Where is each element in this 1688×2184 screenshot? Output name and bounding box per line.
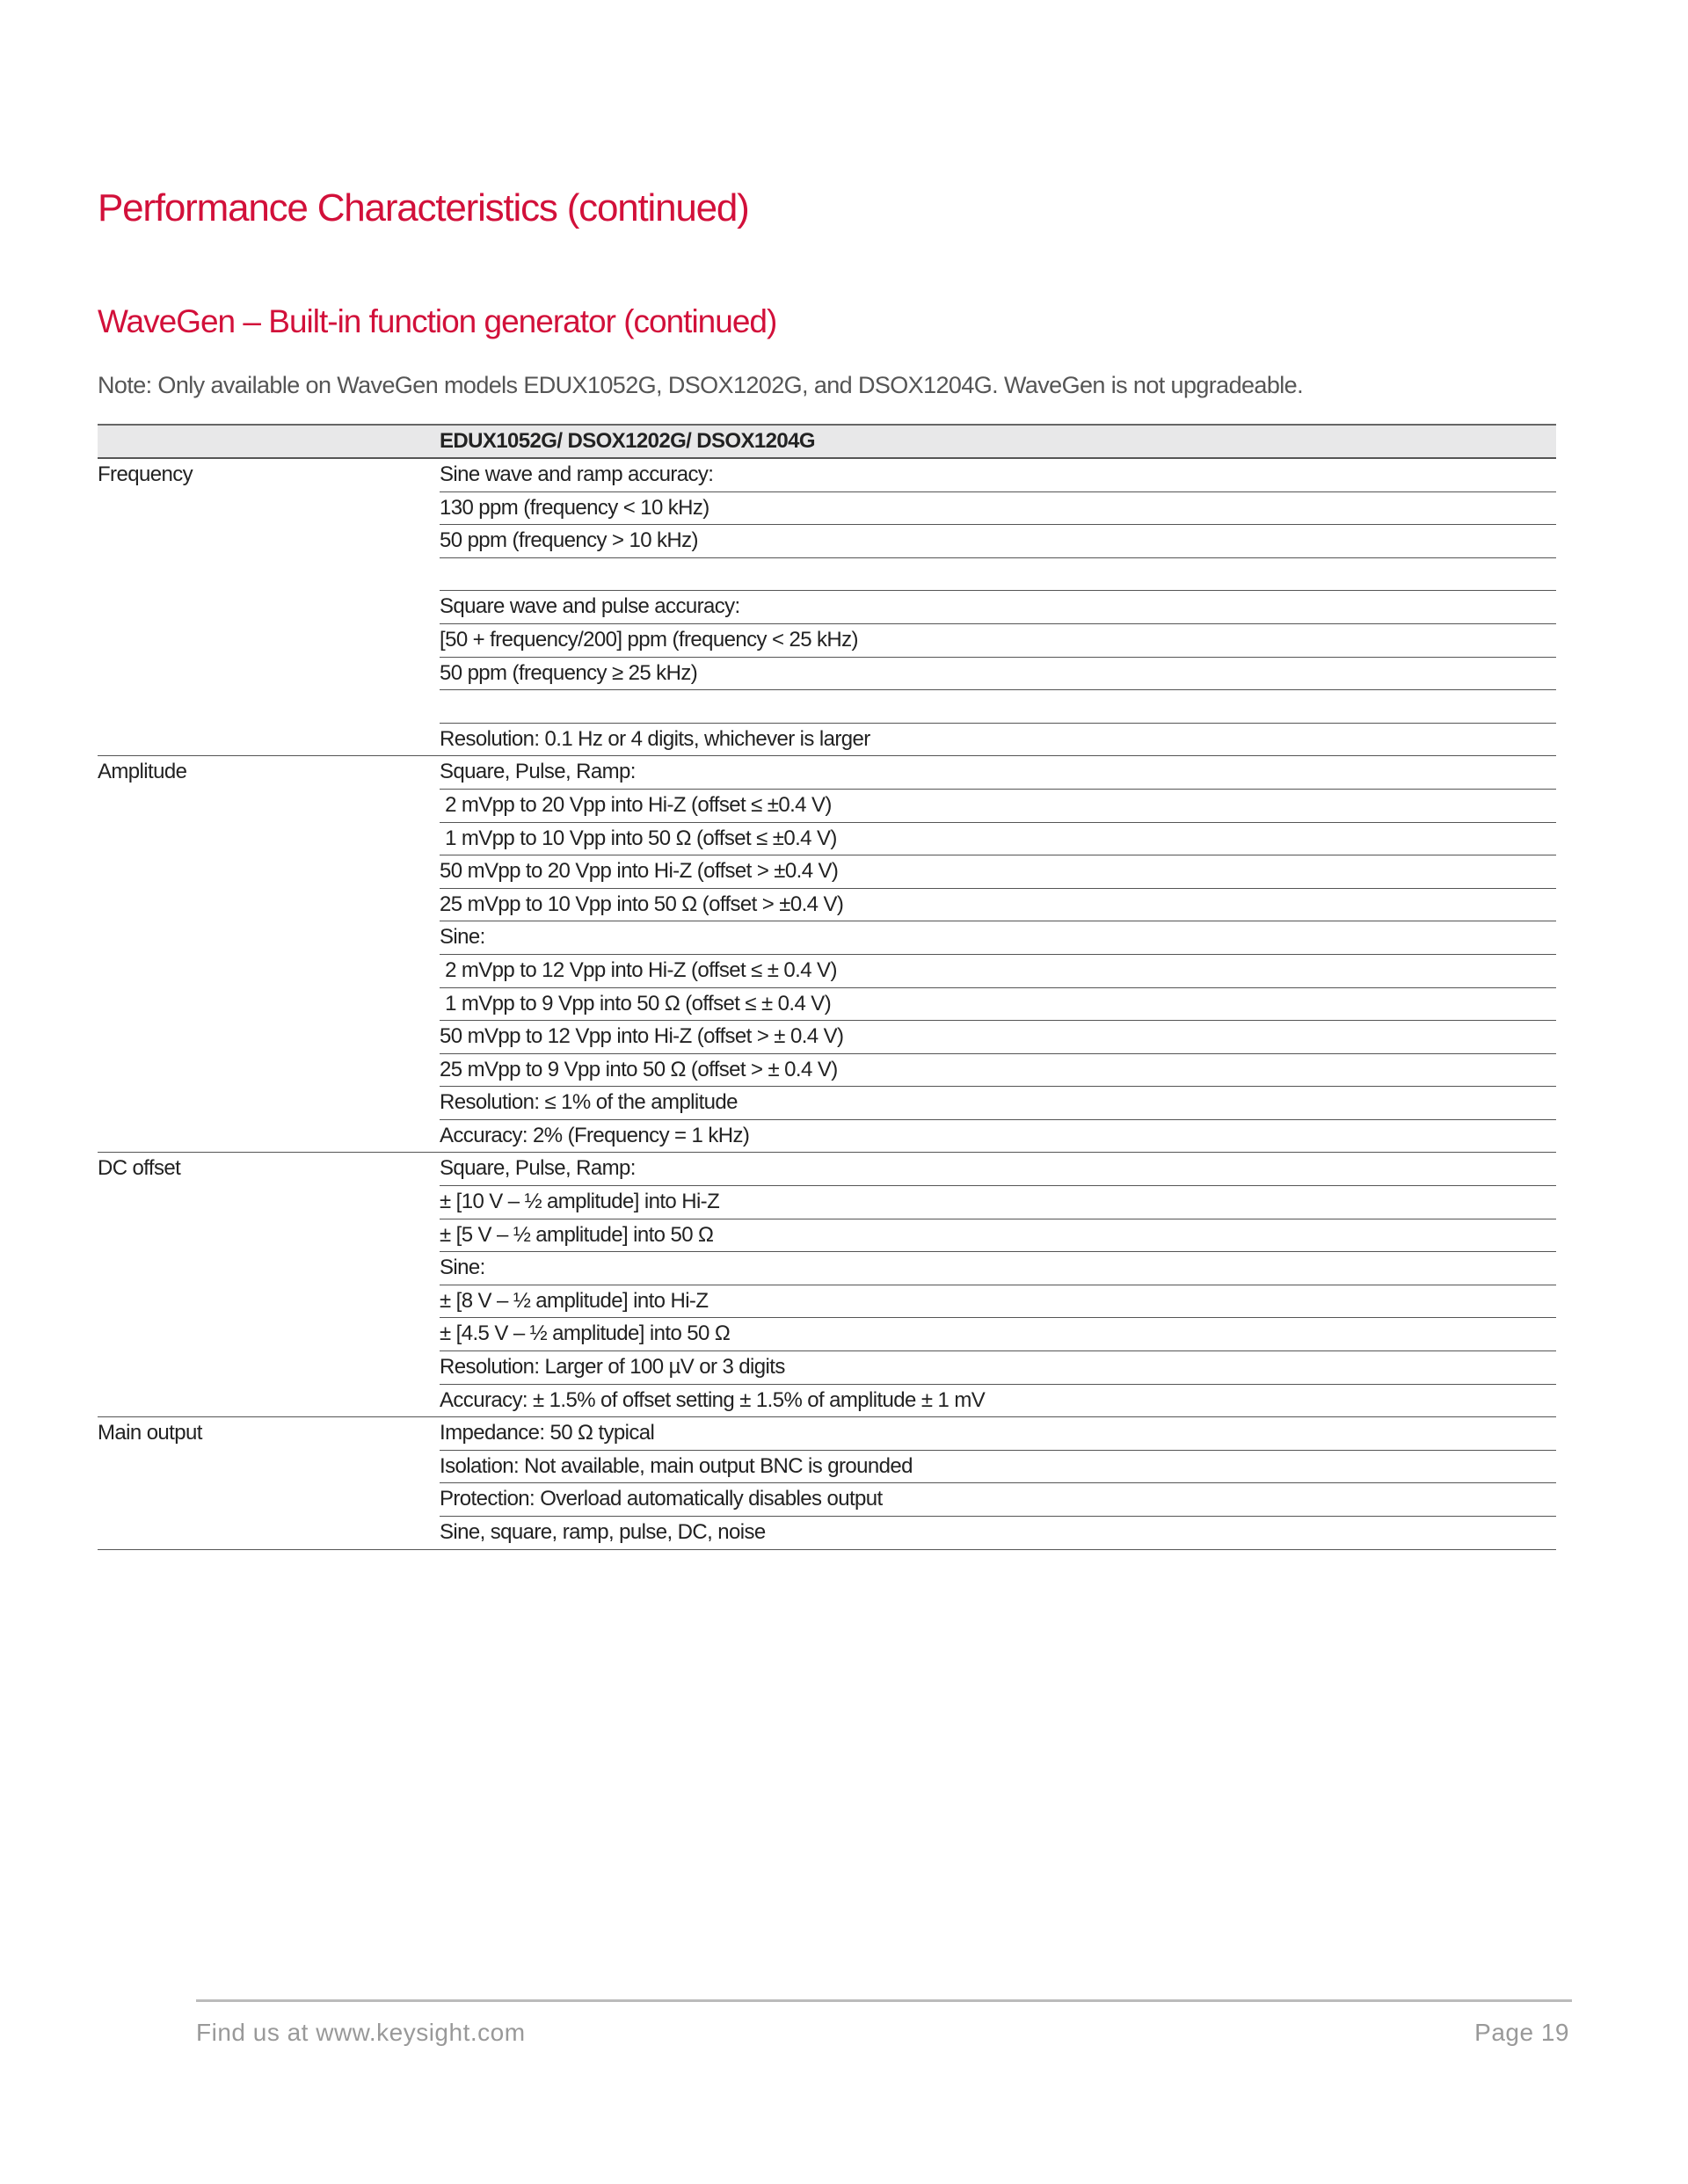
- spec-value: [50 + frequency/200] ppm (frequency < 25 kHz): [440, 623, 1556, 657]
- spec-value: Square wave and pulse accuracy:: [440, 591, 1556, 624]
- footer-divider: [196, 1999, 1572, 2002]
- section-title: WaveGen – Built-in function generator (continued): [98, 303, 777, 339]
- spec-value: Impedance: 50 Ω typical: [440, 1417, 1556, 1451]
- header-models: EDUX1052G/ DSOX1202G/ DSOX1204G: [440, 425, 1556, 458]
- spec-value: Resolution: Larger of 100 µV or 3 digits: [440, 1351, 1556, 1385]
- spec-value: Protection: Overload automatically disables output: [440, 1483, 1556, 1517]
- spec-value: ± [10 V – ½ amplitude] into Hi-Z: [440, 1186, 1556, 1219]
- parameter-label: Main output: [98, 1417, 440, 1549]
- spec-value: Isolation: Not available, main output BNC is grounded: [440, 1450, 1556, 1483]
- spec-value: [440, 557, 1556, 591]
- spec-value: Sine:: [440, 921, 1556, 955]
- spec-value: 50 mVpp to 12 Vpp into Hi-Z (offset > ± 0.4 V): [440, 1021, 1556, 1054]
- spec-value: 2 mVpp to 20 Vpp into Hi-Z (offset ≤ ±0.4 V): [440, 789, 1556, 822]
- availability-note: Note: Only available on WaveGen models EDUX1052G, DSOX1202G, and DSOX1204G. WaveGen is not upgradeable.: [98, 372, 1303, 398]
- spec-value: ± [5 V – ½ amplitude] into 50 Ω: [440, 1219, 1556, 1252]
- spec-value: Accuracy: ± 1.5% of offset setting ± 1.5% of amplitude ± 1 mV: [440, 1384, 1556, 1417]
- table-row: [98, 756, 1556, 790]
- spec-value: 50 ppm (frequency > 10 kHz): [440, 525, 1556, 558]
- spec-value: Square, Pulse, Ramp:: [440, 1153, 1556, 1186]
- spec-value: Resolution: 0.1 Hz or 4 digits, whichever is larger: [440, 723, 1556, 756]
- footer-website[interactable]: Find us at www.keysight.com: [196, 2019, 526, 2046]
- table-row: [98, 1153, 1556, 1186]
- spec-value: 130 ppm (frequency < 10 kHz): [440, 491, 1556, 525]
- page-title: Performance Characteristics (continued): [98, 186, 749, 229]
- spec-value: 50 mVpp to 20 Vpp into Hi-Z (offset > ±0.4 V): [440, 855, 1556, 889]
- parameter-label: DC offset: [98, 1153, 440, 1417]
- wavegen-spec-table: [98, 424, 1556, 1550]
- spec-value: Resolution: ≤ 1% of the amplitude: [440, 1087, 1556, 1120]
- spec-value: 2 mVpp to 12 Vpp into Hi-Z (offset ≤ ± 0.4 V): [440, 954, 1556, 987]
- spec-value: 1 mVpp to 9 Vpp into 50 Ω (offset ≤ ± 0.4 V): [440, 987, 1556, 1021]
- spec-value: 25 mVpp to 9 Vpp into 50 Ω (offset > ± 0.4 V): [440, 1053, 1556, 1087]
- spec-value: Sine:: [440, 1252, 1556, 1285]
- spec-value: [440, 690, 1556, 724]
- parameter-label: Frequency: [98, 458, 440, 756]
- spec-value: 50 ppm (frequency ≥ 25 kHz): [440, 657, 1556, 690]
- spec-value: Square, Pulse, Ramp:: [440, 756, 1556, 790]
- spec-value: Sine wave and ramp accuracy:: [440, 458, 1556, 491]
- parameter-label: Amplitude: [98, 756, 440, 1153]
- page-number: Page 19: [1474, 2019, 1569, 2046]
- spec-value: 1 mVpp to 10 Vpp into 50 Ω (offset ≤ ±0.4 V): [440, 822, 1556, 855]
- table-row: [98, 458, 1556, 491]
- spec-value: ± [8 V – ½ amplitude] into Hi-Z: [440, 1285, 1556, 1318]
- table-row: [98, 1417, 1556, 1451]
- spec-value: ± [4.5 V – ½ amplitude] into 50 Ω: [440, 1318, 1556, 1351]
- spec-value: 25 mVpp to 10 Vpp into 50 Ω (offset > ±0.4 V): [440, 888, 1556, 921]
- header-parameter: [98, 425, 440, 458]
- table-header-row: [98, 425, 1556, 458]
- spec-value: Sine, square, ramp, pulse, DC, noise: [440, 1517, 1556, 1550]
- spec-value: Accuracy: 2% (Frequency = 1 kHz): [440, 1119, 1556, 1153]
